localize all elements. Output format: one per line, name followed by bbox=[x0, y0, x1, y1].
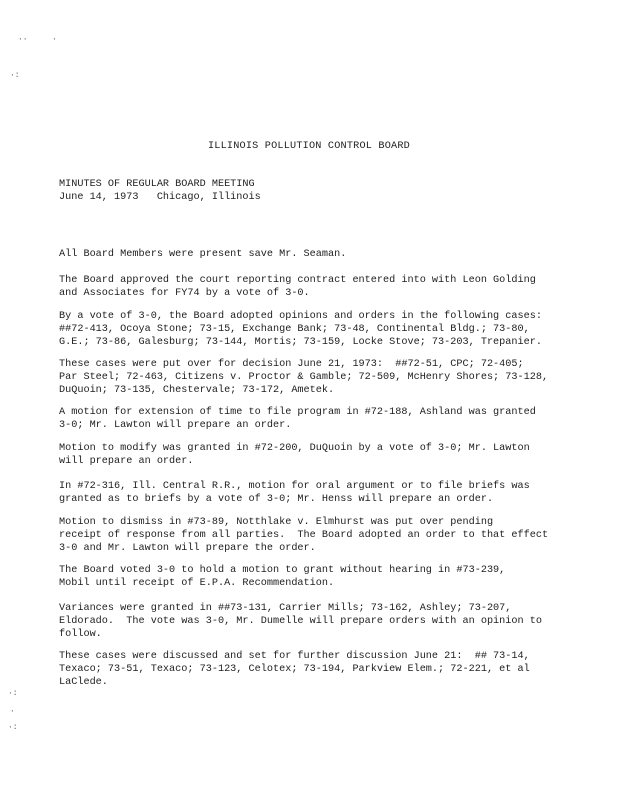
scan-speck: · bbox=[10, 707, 15, 716]
paragraph-put-over bbox=[59, 358, 559, 397]
paragraph-oral-argument bbox=[59, 480, 559, 506]
paragraph-variances bbox=[59, 602, 559, 641]
text-line: Variances were granted in ##73-131, Carrier Mills; 73-162, Ashley; 73-207, bbox=[59, 603, 512, 614]
heading-line: MINUTES OF REGULAR BOARD MEETING bbox=[59, 179, 255, 190]
text-line: These cases were put over for decision June 21, 1973: ##72-51, CPC; 72-405; bbox=[59, 359, 524, 370]
scan-speck: ·: bbox=[8, 689, 18, 698]
text-line: ##72-413, Ocoya Stone; 73-15, Exchange Bank; 73-48, Continental Bldg.; 73-80, bbox=[59, 324, 530, 335]
text-line: 3-0; Mr. Lawton will prepare an order. bbox=[59, 420, 292, 431]
text-line: These cases were discussed and set for further discussion June 21: ## 73-14, bbox=[59, 651, 530, 662]
paragraph-hold-motion bbox=[59, 564, 559, 590]
text-line: granted as to briefs by a vote of 3-0; Mr. Henss will prepare an order. bbox=[59, 494, 494, 505]
paragraph-motion-modify bbox=[59, 442, 559, 468]
text-line: All Board Members were present save Mr. Seaman. bbox=[59, 249, 347, 260]
text-line: and Associates for FY74 by a vote of 3-0. bbox=[59, 288, 310, 299]
scan-speck: ·: bbox=[10, 71, 20, 80]
text-line: A motion for extension of time to file program in #72-188, Ashland was granted bbox=[59, 407, 536, 418]
paragraph-adopted-opinions bbox=[59, 310, 559, 349]
scan-speck: ·: bbox=[8, 723, 18, 732]
text-line: DuQuoin; 73-135, Chestervale; 73-172, Ametek. bbox=[59, 385, 335, 396]
heading-line: June 14, 1973 Chicago, Illinois bbox=[59, 192, 261, 203]
text-line: In #72-316, Ill. Central R.R., motion for oral argument or to file briefs was bbox=[59, 481, 530, 492]
minutes-heading bbox=[59, 178, 559, 204]
paragraph-extension bbox=[59, 406, 559, 432]
text-line: Mobil until receipt of E.P.A. Recommendation. bbox=[59, 578, 335, 589]
paragraph-motion-dismiss bbox=[59, 516, 559, 555]
text-line: Eldorado. The vote was 3-0, Mr. Dumelle will prepare orders with an opinion to bbox=[59, 616, 542, 627]
text-line: Motion to modify was granted in #72-200, DuQuoin by a vote of 3-0; Mr. Lawton bbox=[59, 443, 530, 454]
text-line: Par Steel; 72-463, Citizens v. Proctor & Gamble; 72-509, McHenry Shores; 73-128, bbox=[59, 372, 549, 383]
text-line: receipt of response from all parties. The Board adopted an order to that effect bbox=[59, 530, 549, 541]
text-line: 3-0 and Mr. Lawton will prepare the order. bbox=[59, 543, 316, 554]
text-line: follow. bbox=[59, 629, 102, 640]
paragraph-further-discussion bbox=[59, 650, 559, 689]
paragraph-court-reporting bbox=[59, 274, 559, 300]
text-line: will prepare an order. bbox=[59, 456, 194, 467]
text-line: The Board voted 3-0 to hold a motion to grant without hearing in #73-239, bbox=[59, 565, 506, 576]
text-line: Motion to dismiss in #73-89, Notthlake v. Elmhurst was put over pending bbox=[59, 517, 494, 528]
text-line: G.E.; 73-86, Galesburg; 73-144, Mortis; 73-159, Locke Stove; 73-203, Trepanier. bbox=[59, 337, 542, 348]
document-title: ILLINOIS POLLUTION CONTROL BOARD bbox=[207, 141, 411, 152]
text-line: By a vote of 3-0, the Board adopted opinions and orders in the following cases: bbox=[59, 311, 542, 322]
paragraph-attendance bbox=[59, 248, 559, 261]
scan-speck: · bbox=[52, 35, 57, 44]
text-line: LaClede. bbox=[59, 677, 108, 688]
text-line: Texaco; 73-51, Texaco; 73-123, Celotex; 73-194, Parkview Elem.; 72-221, et al bbox=[59, 664, 530, 675]
text-line: The Board approved the court reporting contract entered into with Leon Golding bbox=[59, 275, 536, 286]
scan-speck: ·· bbox=[18, 35, 28, 44]
